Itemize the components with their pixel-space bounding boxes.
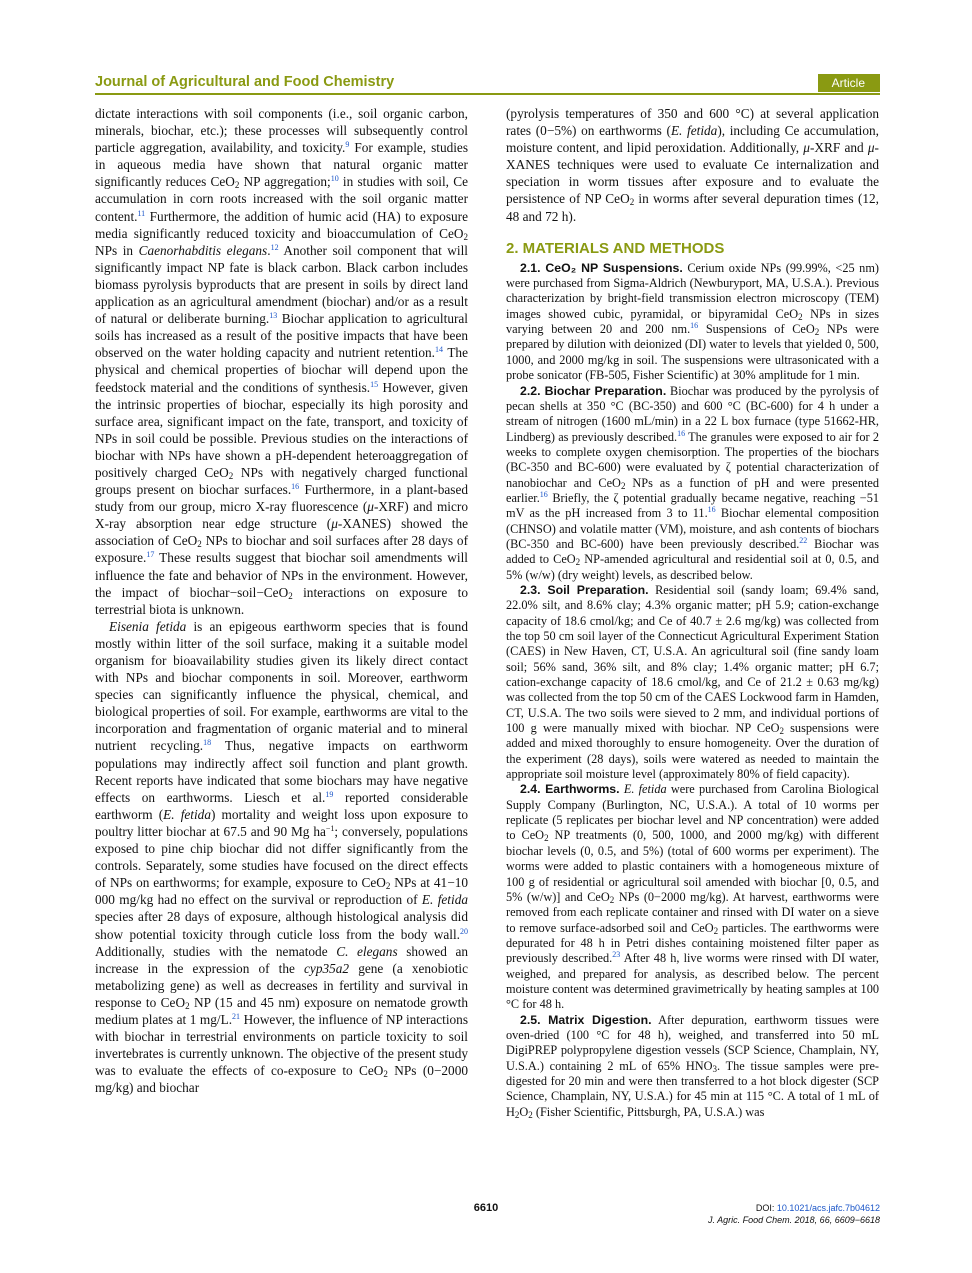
footer-citation [708, 1202, 880, 1226]
right-column [506, 105, 879, 1120]
section-heading: 2. MATERIALS AND METHODS [506, 239, 725, 257]
body-paragraph: (pyrolysis temperatures of 350 and 600 °C) at several application rates (0−5%) on earthworms (E. fetida), including Ce accumulation, moisture content, and lipid peroxidation. Additionally, μ-XRF and μ-XANES techniques were used to evaluate Ce internalization and speciation in worm tissues after exposure and to evaluate the persistence of NP CeO$_2$ in worms after several depuration times (12, 48 and 72 h). [506, 106, 879, 224]
journal-title: Journal of Agricultural and Food Chemistry [95, 74, 395, 90]
subsection-heading: 2.2. Biochar Preparation. [520, 383, 667, 398]
subsection-heading: 2.4. Earthworms. [520, 782, 620, 797]
header-rule [95, 93, 880, 95]
left-column [95, 105, 468, 1096]
subsection-heading: 2.1. CeO₂ NP Suspensions. [520, 260, 683, 275]
methods-paragraph: 2.3. Soil Preparation. Residential soil (sandy loam; 69.4% sand, 22.0% silt, and 8.6% clay; 4.3% organic matter; pH 5.9; cation-exchange capacity of 18.6 cmol/kg; and Ce of 40.7 ± 2.6 mg/kg) was collected from the top 50 cm soil layer of the Connecticut Agricultural Experiment Station (CAES) in New Haven, CT, U.S.A. An agricultural soil (fine sandy loam soil; 56% sand, 36% silt, and 8% clay; 1.4% organic matter; pH 6.7; cation-exchange capacity of 18.6 cmol/kg, and Ce of 21.2 ± 0.63 mg/kg) was collected from the top 50 cm of the CAES Lockwood farm in Hamden, CT, U.S.A. The two soils were sieved to 2 mm, and individual portions of 100 g were manually mixed with biochar. NP CeO$_2$ suspensions were added and mixed thoroughly to ensure homogeneity. Over the duration of the experiment (28 days), soils were watered as needed to maintain the appropriate soil moisture level (approximately 80% of field capacity). [506, 582, 879, 782]
page-header [95, 74, 880, 93]
methods-paragraph: 2.5. Matrix Digestion. After depuration, earthworm tissues were oven-dried (100 °C for 48 h), weighed, and transferred into 50 mL DigiPREP polypropylene digestion vessels (SCP Science, Champlain, NY, U.S.A.) containing 2 mL of 65% $HNO_3$. The tissue samples were pre-digested for 20 min and were then transferred to a hot block digester (SCP Science, Champlain, NY, U.S.A.) for 45 min at 115 °C. A total of 1 mL of $H_2O_2$ (Fisher Scientific, Pittsburgh, PA, U.S.A.) was [506, 1012, 880, 1120]
body-paragraph: dictate interactions with soil components (i.e., soil organic carbon, minerals, biochar, etc.); these processes will subsequently control particle aggregation, availability, and toxicity.$^9$ For example, studies in aqueous media have shown that natural organic matter significantly reduces CeO$_2$ NP aggregation;$^{10}$ in studies with soil, Ce accumulation in corn roots increased with the soil organic matter content.$^{11}$ Furthermore, the addition of humic acid (HA) to exposure media significantly reduced toxicity and bioaccumulation of CeO$_2$ NPs in Caenorhabditis elegans.$^{12}$ Another soil component that will significantly impact NP fate is black carbon. Black carbon includes biomass pyrolysis byproducts that are present in soils by direct land application as an agricultural amendment (biochar) and/or as a result of natural or deliberate burning.$^{13}$ Biochar application to agricultural soils has increased as a result of the positive impacts that have been observed on the water holding capacity and nutrient retention.$^{14}$ The physical and chemical properties of biochar will depend upon the feedstock material and the conditions of synthesis.$^{15}$ However, given the intrinsic properties of biochar, especially its high porosity and surface area, significant impact on the fate, transport, and toxicity of NPs in soil could be possible. Previous studies on the interactions of biochar with NPs have shown a pH-dependent heteroaggregation of positively charged CeO$_2$ NPs with negatively charged functional groups present on biochar surfaces.$^{16}$ Furthermore, in a plant-based study from our group, micro X-ray fluorescence (μ-XRF) and micro X-ray absorption near edge structure (μ-XANES) showed the association of CeO$_2$ NPs to biochar and soil surfaces after 28 days of exposure.$^{17}$ These results suggest that biochar soil amendments will influence the fate and behavior of NPs in the environment. However, the impact of biochar−soil−CeO$_2$ interactions on exposure to terrestrial biota is unknown. [95, 106, 469, 617]
journal-citation: J. Agric. Food Chem. 2018, 66, 6609−6618 [707, 1215, 880, 1225]
page-number: 6610 [473, 1202, 499, 1214]
methods-paragraph: 2.2. Biochar Preparation. Biochar was produced by the pyrolysis of pecan shells at 350 °C (BC-350) and 600 °C (BC-600) for 4 h under a stream of nitrogen (1600 mL/min) in a 22 L box furnace (type 51662-HR, Lindberg) as previously described.$^{16}$ The granules were exposed to air for 2 weeks to complete oxygen chemisorption. The properties of the biochars (BC-350 and BC-600) were evaluated by ζ potential characterization of nanobiochar and CeO$_2$ NPs as a function of pH and were presented earlier.$^{16}$ Briefly, the ζ potential gradually became negative, reaching −51 mV as the pH increased from 3 to 11.16 Biochar elemental composition (CHNSO) and volatile matter (VM), moisture, and ash contents of biochars (BC-350 and BC-600) have been previously described.$^{22}$ Biochar was added to CeO$_2$ NP-amended agricultural and residential soil at 0, 0.5, and 5% (w/w) (dry weight) levels, as described below. [506, 383, 879, 582]
article-badge: Article [818, 74, 880, 92]
methods-paragraph: 2.4. Earthworms. E. fetida were purchased from Carolina Biological Supply Company (Burlington, NC, U.S.A.). A total of 10 worms per replicate (5 replicates per biochar level and NP concentration) were added to CeO$_2$ NP treatments (0, 500, 1000, and 2000 mg/kg) with different biochar levels (0, 0.5, and 5%) (total of 600 worms per experiment). The worms were added to plastic containers with a homogeneous mixture of 100 g of residential or agricultural soil amended with biochar [0, 0.5, and 5% (w/w)] and CeO$_2$ NPs (0−2000 mg/kg). At harvest, earthworms were removed from each replicate container and rinsed with DI water on a sieve to remove surface-adsorbed soil and CeO$_2$ particles. The earthworms were depurated for 48 h in Petri dishes containing moistened filter paper as previously described.$^{23}$ After 48 h, live worms were rinsed with DI water, weighed, and prepared for analysis, as described below. The percent moisture content was determined gravimetrically by heating samples at 100 °C for 48 h. [506, 782, 879, 1012]
subsection-heading: 2.3. Soil Preparation. [520, 582, 649, 597]
methods-paragraph: 2.1. CeO₂ NP Suspensions. Cerium oxide NPs (99.99%, <25 nm) were purchased from Sigma-Aldrich (Newburyport, MA, U.S.A.). Previous characterization by bright-field transmission electron microscopy (TEM) images showed cubic, pyramidal, or bipyramidal CeO$_2$ NPs in sizes varying between 20 and 200 nm.$^{16}$ Suspensions of CeO$_2$ NPs were prepared by dilution with deionized (DI) water to levels that yielded 0, 500, 1000, and 2000 mg/kg in soil. The suspensions were ultrasonicated with a probe sonicator (FB-505, Fisher Scientific) at 30% amplitude for 1 min. [506, 260, 879, 383]
methods-section [506, 261, 879, 1120]
doi-link[interactable]: 10.1021/acs.jafc.7b04612 [776, 1203, 880, 1213]
body-paragraph: Eisenia fetida is an epigeous earthworm species that is found mostly within litter of the soil surface, making it a suitable model organism for bioavailability studies given its likely direct contact with NPs and biochar components in soil. Moreover, earthworm species can significantly influence the physical, chemical, and biological properties of soil. For example, earthworms are vital to the incorporation and fragmentation of organic material and to mineral nutrient recycling.$^{18}$ Thus, negative impacts on earthworm populations may indirectly affect soil function and plant growth. Recent reports have indicated that some biochars may have negative effects on earthworms. Liesch et al.$^{19}$ reported considerable earthworm (E. fetida) mortality and weight loss upon exposure to poultry litter biochar at 67.5 and 90 Mg $ha^{-1}$; conversely, populations exposed to pine chip biochar did not differ significantly from the controls. Separately, some studies have focused on the direct effects of NPs on earthworms; for example, exposure to CeO$_2$ NPs at 41−10 000 mg/kg had no effect on the survival or reproduction of E. fetida species after 28 days of exposure, although histological analysis did show potential toxicity through cuticle loss from the body wall.$^{20}$ Additionally, studies with the nematode C. elegans showed an increase in the expression of the cyp35a2 gene (a xenobiotic metabolizing gene) as well as decreases in fertility and survival in response to CeO$_2$ NP (15 and 45 nm) exposure on nematode growth medium plates at 1 mg/L.$^{21}$ However, the influence of NP interactions with biochar in terrestrial environments on particle toxicity to soil invertebrates is currently unknown. The objective of the present study was to evaluate the effects of co-exposure to CeO$_2$ NPs (0−2000 mg/kg) and biochar [95, 618, 469, 1096]
doi-label: DOI: [755, 1203, 777, 1213]
subsection-heading: 2.5. Matrix Digestion. [520, 1012, 652, 1027]
